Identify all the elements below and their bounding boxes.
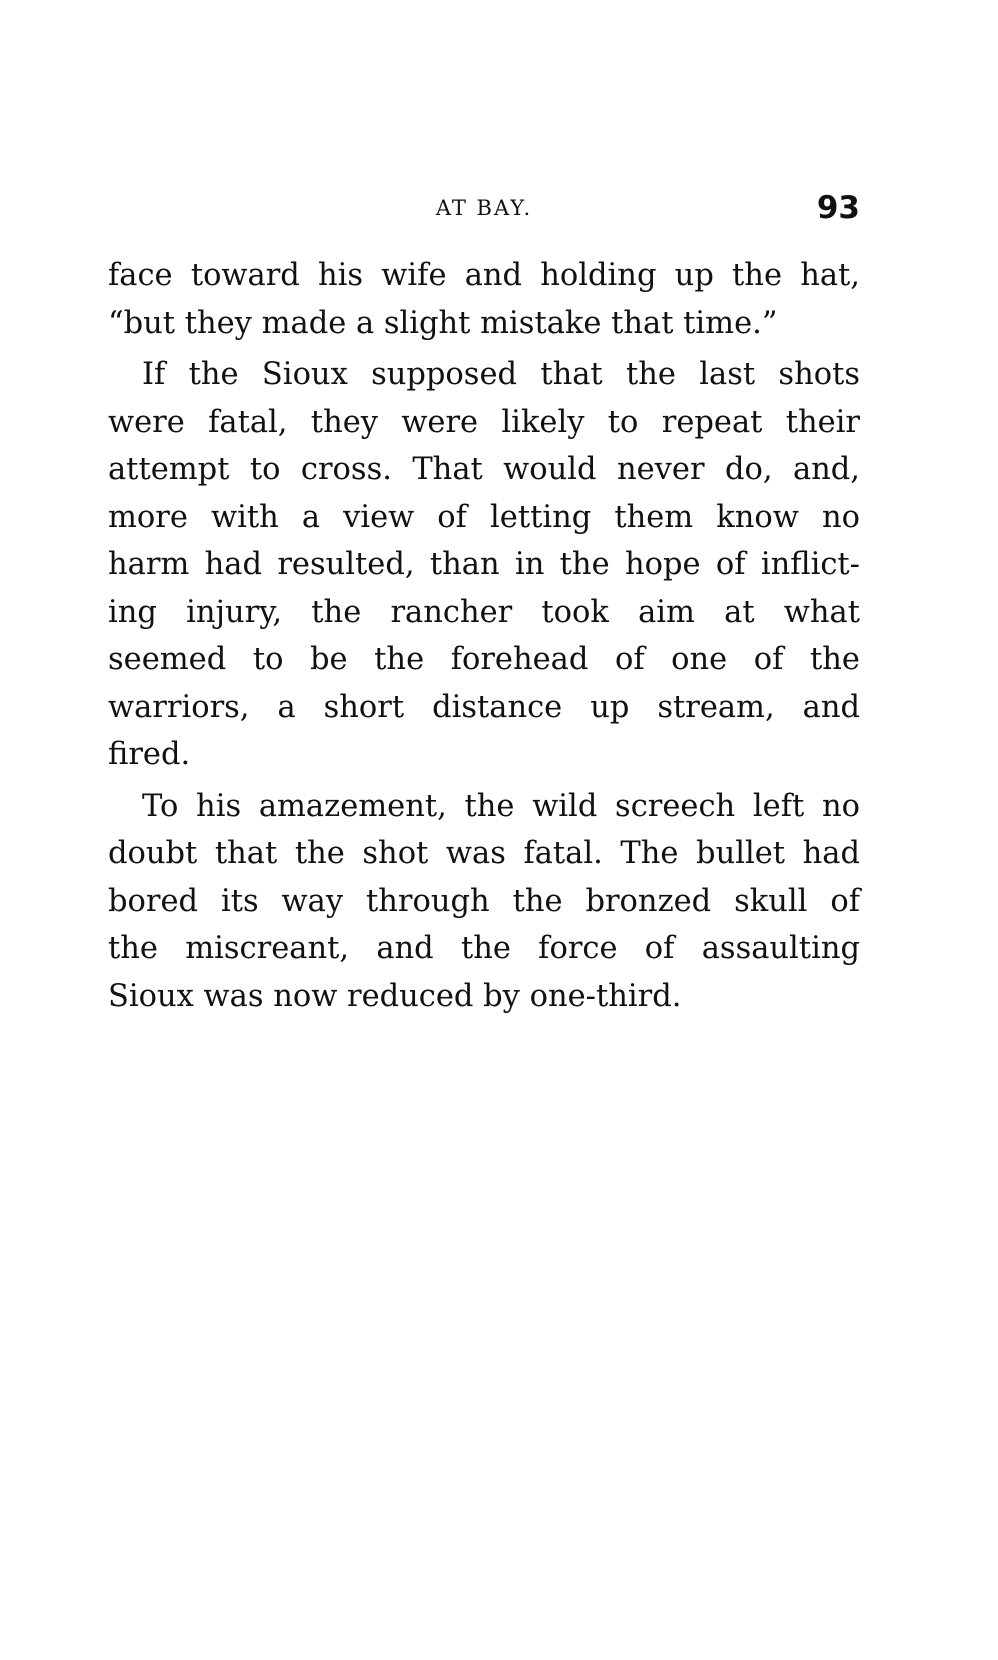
text-line: attempt to cross. That would never do, and, (108, 452, 860, 487)
running-head (108, 190, 860, 230)
text-line: more with a view of letting them know no (108, 499, 860, 535)
text-line: ing injury, the rancher took aim at what (108, 594, 860, 630)
paragraph-2 (108, 351, 860, 779)
text-line: “but they made a slight mistake that time.” (108, 305, 778, 341)
text-line: fired. (108, 737, 191, 772)
paragraph-1 (108, 252, 860, 347)
paragraph-3 (108, 783, 860, 1021)
text-line: warriors, a short distance up stream, and (108, 689, 860, 725)
text-line: harm had resulted, than in the hope of inflict- (108, 547, 860, 582)
running-title: AT BAY. (435, 196, 533, 220)
text-line: face toward his wife and holding up the hat, (108, 258, 860, 293)
page-number: 93 (816, 190, 860, 226)
text-line: seemed to be the forehead of one of the (108, 642, 860, 677)
text-line: doubt that the shot was fatal. The bullet had (108, 836, 860, 871)
text-line: To his amazement, the wild screech left no (142, 788, 860, 824)
text-line: were fatal, they were likely to repeat their (108, 404, 860, 440)
text-line: the miscreant, and the force of assaulting (108, 931, 860, 966)
text-line: bored its way through the bronzed skull of (108, 883, 860, 919)
body-text (108, 252, 860, 1020)
text-line: Sioux was now reduced by one-third. (108, 978, 682, 1014)
text-line: If the Sioux supposed that the last shots (142, 357, 860, 392)
